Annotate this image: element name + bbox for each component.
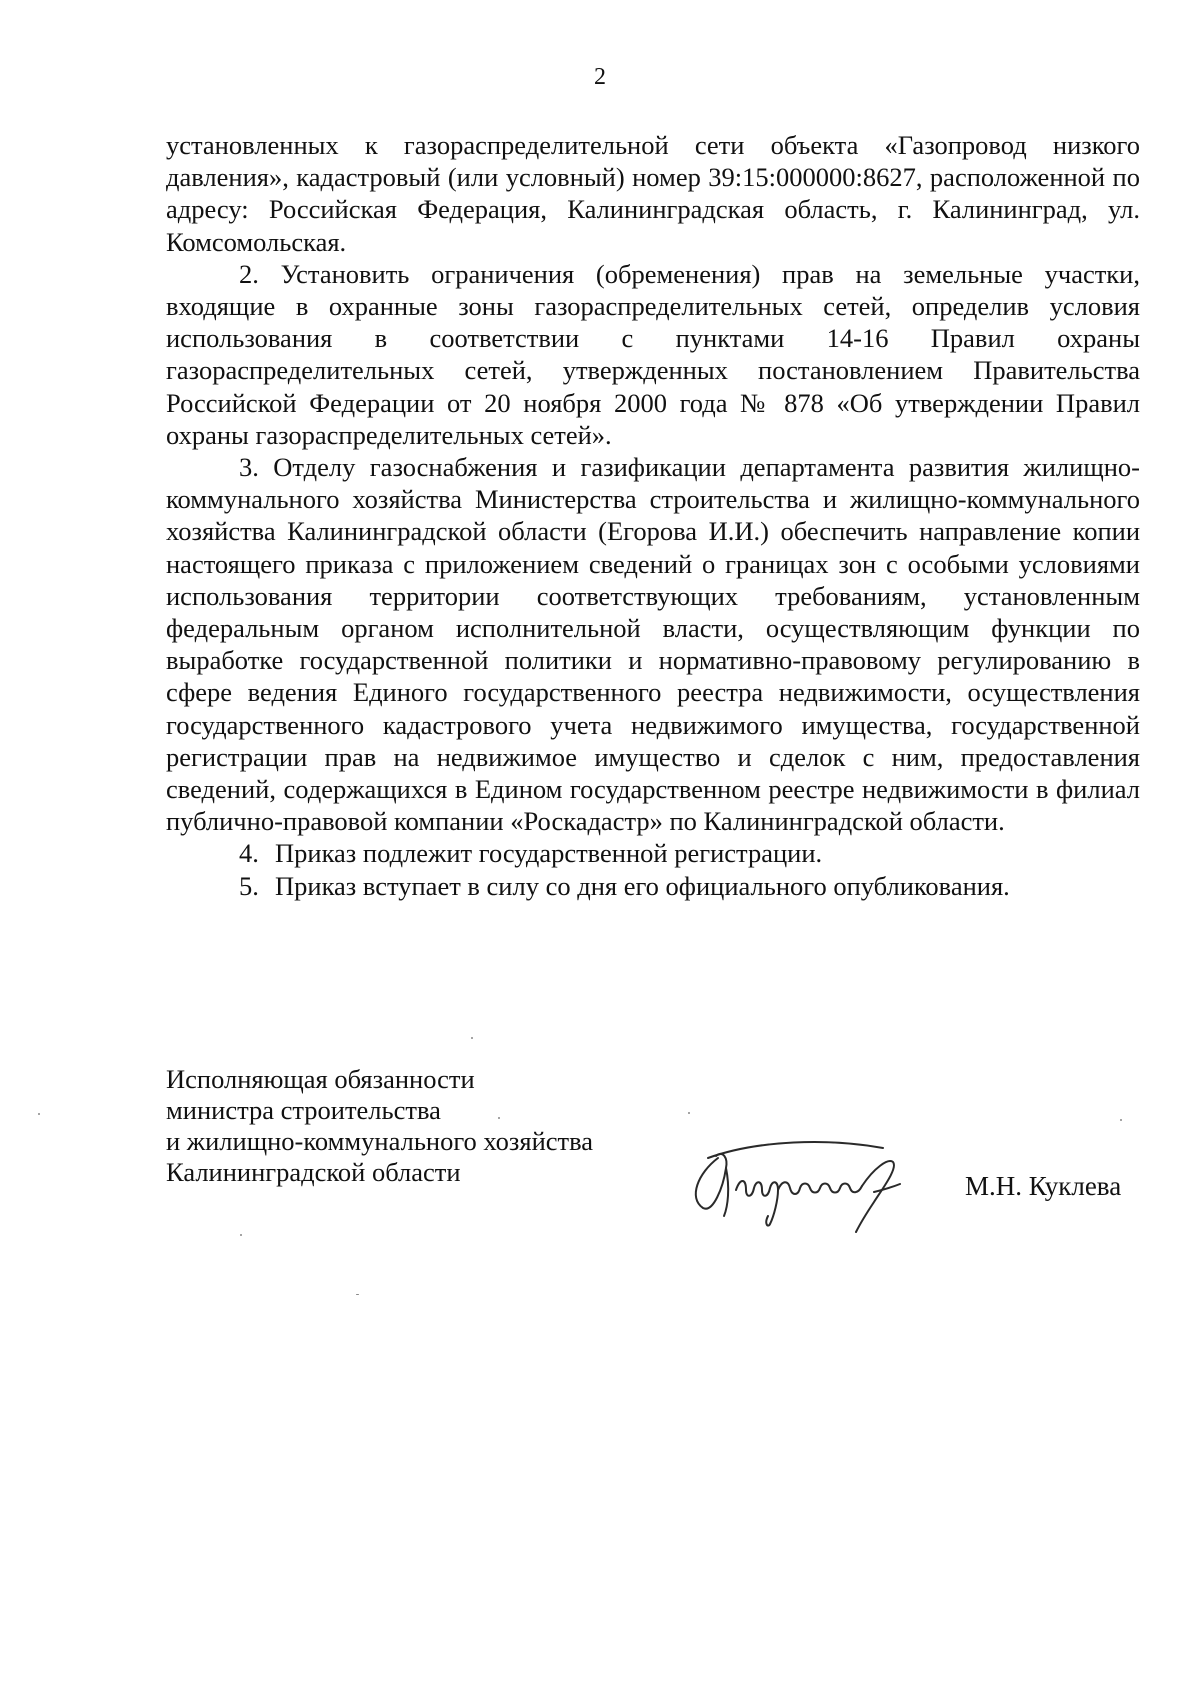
scan-speck <box>356 1294 359 1295</box>
paragraph-2: 2. Установить ограничения (обременения) прав на земельные участки, входящие в охранные зоны газораспределительных сетей, определив условия использования в соответствии с пунктами 14-16 Правил охраны газораспределительных сетей, утвержденных постановлением Правительства Российской Федерации от 20 ноября 2000 года № 878 «Об утверждении Правил охраны газораспределительных сетей». <box>166 258 1140 450</box>
paragraph-1-continuation: установленных к газораспределительной сети объекта «Газопровод низкого давления», кадастровый (или условный) номер 39:15:000000:8627, расположенной по адресу: Российская Федерация, Калининградская область, г. Калининград, ул. Комсомольская. <box>166 130 1140 257</box>
list-item-text: Приказ подлежит государственной регистрации. <box>275 838 823 869</box>
handwritten-signature-icon <box>678 1128 928 1248</box>
signer-name: М.Н. Куклева <box>965 1171 1122 1201</box>
signatory-title-block <box>166 1064 593 1188</box>
scan-speck <box>1120 1119 1122 1121</box>
scan-speck <box>38 1113 40 1115</box>
signatory-title-line: и жилищно-коммунального хозяйства <box>166 1126 594 1156</box>
signatory-title-line: министра строительства <box>166 1095 441 1125</box>
paragraph-3: 3. Отделу газоснабжения и газификации департамента развития жилищно-коммунального хозяйства Министерства строительства и жилищно-коммунального хозяйства Калининградской области (Егорова И.И.) обеспечить направление копии настоящего приказа с приложением сведений о границах зон с особыми условиями использования территории соответствующих требованиям, установленным федеральным органом исполнительной власти, осуществляющим функции по выработке государственной политики и нормативно-правовому регулированию в сфере ведения Единого государственного реестра недвижимости, осуществления государственного кадастрового учета недвижимого имущества, государственной регистрации прав на недвижимое имущество и сделок с ним, предоставления сведений, содержащихся в Едином государственном реестре недвижимости в филиал публично-правовой компании «Роскадастр» по Калининградской области. <box>166 452 1140 837</box>
document-body <box>166 129 1140 902</box>
page-number: 2 <box>594 64 606 90</box>
signatory-title-line: Исполняющая обязанности <box>166 1064 475 1094</box>
scan-speck <box>240 1234 242 1236</box>
list-item-text: Приказ вступает в силу со дня его официального опубликования. <box>275 870 1010 901</box>
list-item-4 <box>166 837 1140 869</box>
signatory-title-line: Калининградской области <box>166 1157 461 1187</box>
scan-speck <box>498 1117 500 1119</box>
list-item-number: 5. <box>239 870 259 901</box>
list-item-5 <box>166 870 1140 902</box>
list-item-number: 4. <box>239 838 259 869</box>
scan-speck <box>688 1112 690 1114</box>
scan-speck <box>471 1037 473 1039</box>
